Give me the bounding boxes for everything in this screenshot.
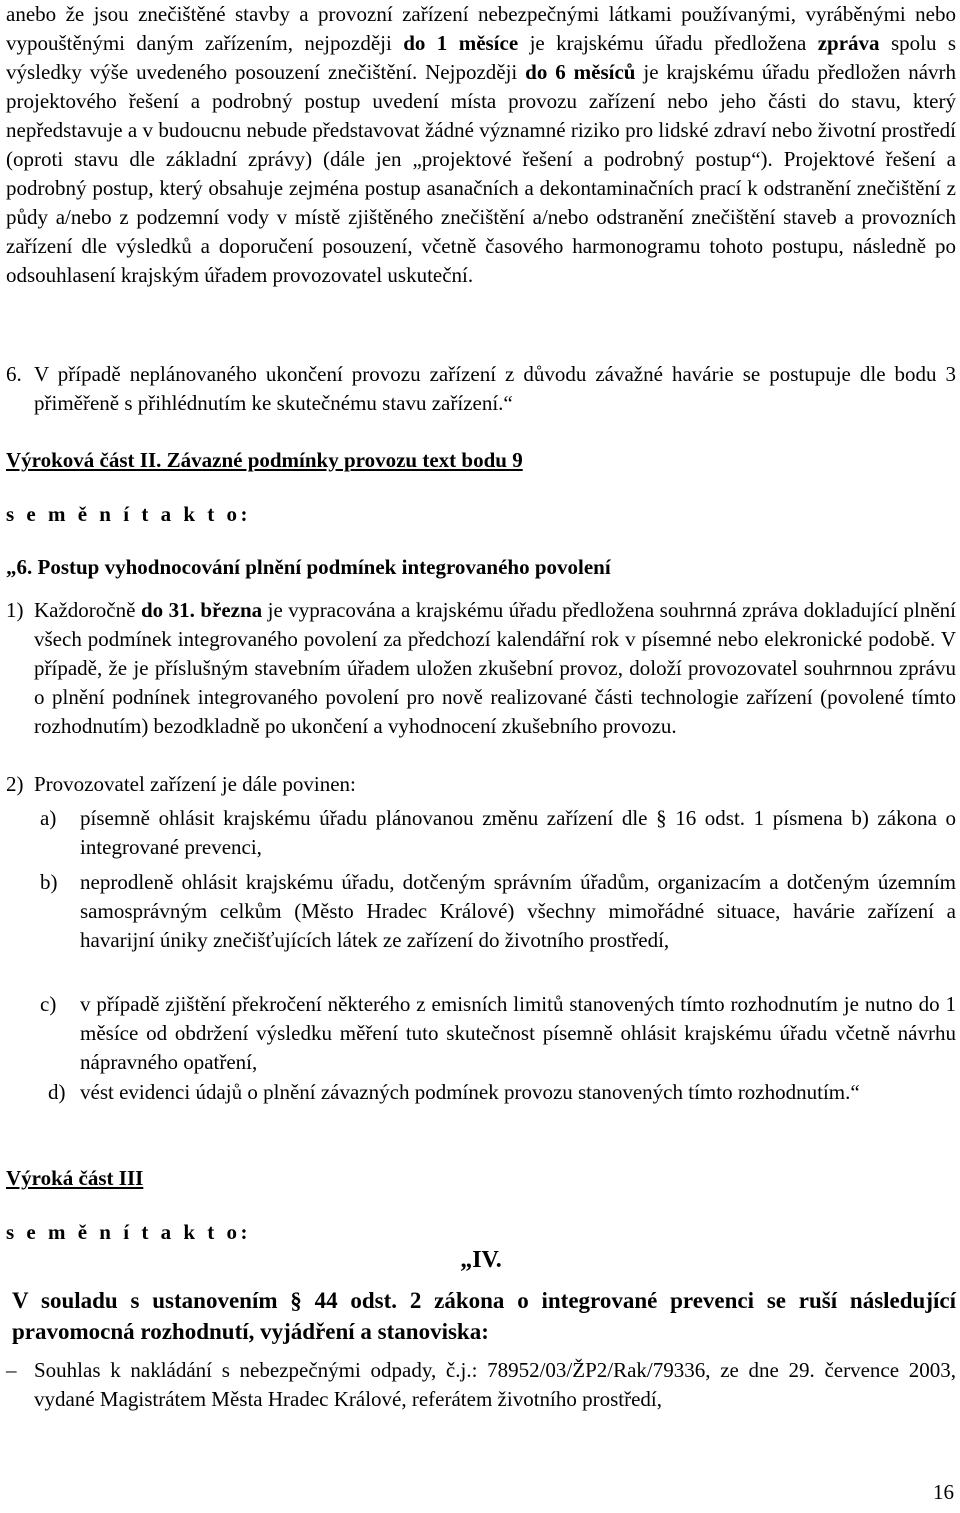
intro-text-c: spolu s výsledky výše uvedeného posouzení znečištění. Nejpozději (6, 31, 957, 84)
sub-c-label: c) (40, 992, 57, 1016)
intro-text-a: anebo že jsou znečištěné stavby a provozní zařízení nebezpečnými látkami používanými, vyráběnými nebo vypouštěnými daným zařízením, nejpozději (6, 2, 956, 55)
intro-text-d: je krajskému úřadu předložen návrh projektového řešení a podrobný postup uvedení místa provozu zařízení nebo jeho části do stavu, který nepředstavuje a v budoucnu nebude představovat žádné významné riziko pro lidské zdraví nebo životní prostředí (oproti stavu dle základní zprávy) (dále jen „projektové řešení a podrobný postup“). Projektové řešení a podrobný postup, který obsahuje zejména postup asanačních a dekontaminačních prací k odstranění znečištění z půdy a/nebo z podzemní vody v místě zjištěného znečištění a/nebo odstranění znečištění staveb a provozních zařízení dle výsledků a doporučení posouzení, včetně časového harmonogramu tohoto postupu, následně po odsouhlasení krajským úřadem provozovatel uskuteční. (6, 60, 957, 287)
section-3-spaced: s e m ě n í t a k t o: (6, 1220, 251, 1244)
point-2-text: Provozovatel zařízení je dále povinen: (34, 772, 356, 796)
intro-bold-c: do 6 měsíců (525, 60, 636, 84)
section-2-heading: Výroková část II. Závazné podmínky provozu text bodu 9 (6, 448, 523, 472)
point-1-number: 1) (6, 598, 24, 622)
section-2-spaced: s e m ě n í t a k t o: (6, 502, 251, 526)
point-1-body: je vypracována a krajskému úřadu předložena souhrnná zpráva dokladující plnění všech podmínek integrovaného povolení za předchozí kalendářní rok v písemné nebo elekronické podobě. V případě, že je příslušným stavebním úřadem uložen zkušební provoz, doloží provozovatel souhrnnou zprávu o plnění podnínek integrovaného povolení pro nově realizované části technologie zařízení (povolené tímto rozhodnutím) bezodkladně po ukončení a vyhodnocení zkušebního provozu. (34, 598, 957, 738)
list-dash: – (6, 1358, 17, 1382)
sub-a-text: písemně ohlásit krajskému úřadu plánovanou změnu zařízení dle § 16 odst. 1 písmena b) zákona o integrované prevenci, (80, 806, 956, 859)
intro-bold-a: do 1 měsíce (403, 31, 519, 55)
item-6-number: 6. (6, 362, 22, 386)
section-iv-paragraph: V souladu s ustanovením § 44 odst. 2 zákona o integrované prevenci se ruší následující pravomocná rozhodnutí, vyjádření a stanoviska: (12, 1288, 956, 1344)
sub-d-label: d) (48, 1080, 66, 1104)
page-number: 16 (933, 1480, 954, 1504)
intro-paragraph (6, 0, 956, 290)
consent-item-text: Souhlas k nakládání s nebezpečnými odpady, č.j.: 78952/03/ŽP2/Rak/79336, ze dne 29. července 2003, vydané Magistrátem Města Hradec Králové, referátem životního prostředí, (34, 1358, 956, 1411)
section-2-title (6, 553, 956, 582)
section-2-title-text: „6. Postup vyhodnocování plnění podmínek integrovaného povolení (6, 555, 611, 579)
intro-text-b: je krajskému úřadu předložena (529, 31, 807, 55)
point-2-number: 2) (6, 772, 24, 796)
point-1-text (34, 596, 956, 741)
sub-a-label: a) (40, 806, 57, 830)
sub-b-text: neprodleně ohlásit krajskému úřadu, dotčeným správním úřadům, organizacím a dotčeným územním samosprávným celkům (Město Hradec Králové) všechny mimořádné situace, havárie zařízení a havarijní úniky znečišťujících látek ze zařízení do životního prostředí, (80, 870, 956, 952)
section-3-heading: Výroká část III (6, 1166, 144, 1190)
point-1-bold: do 31. března (140, 598, 263, 622)
sub-b-label: b) (40, 870, 58, 894)
section-iv-title: „IV. (460, 1247, 502, 1273)
item-6-text: V případě neplánovaného ukončení provozu zařízení z důvodu závažné havárie se postupuje dle bodu 3 přiměřeně s přihlédnutím ke skutečnému stavu zařízení.“ (34, 362, 956, 415)
sub-c-text: v případě zjištění překročení některého z emisních limitů stanovených tímto rozhodnutím je nutno do 1 měsíce od obdržení výsledku měření tuto skutečnost písemně ohlásit krajskému úřadu včetně návrhu nápravného opatření, (80, 992, 956, 1074)
sub-d-text: vést evidenci údajů o plnění závazných podmínek provozu stanovených tímto rozhodnutím.“ (80, 1080, 860, 1104)
intro-bold-b: zpráva (817, 31, 880, 55)
point-1-pre: Každoročně (34, 598, 136, 622)
